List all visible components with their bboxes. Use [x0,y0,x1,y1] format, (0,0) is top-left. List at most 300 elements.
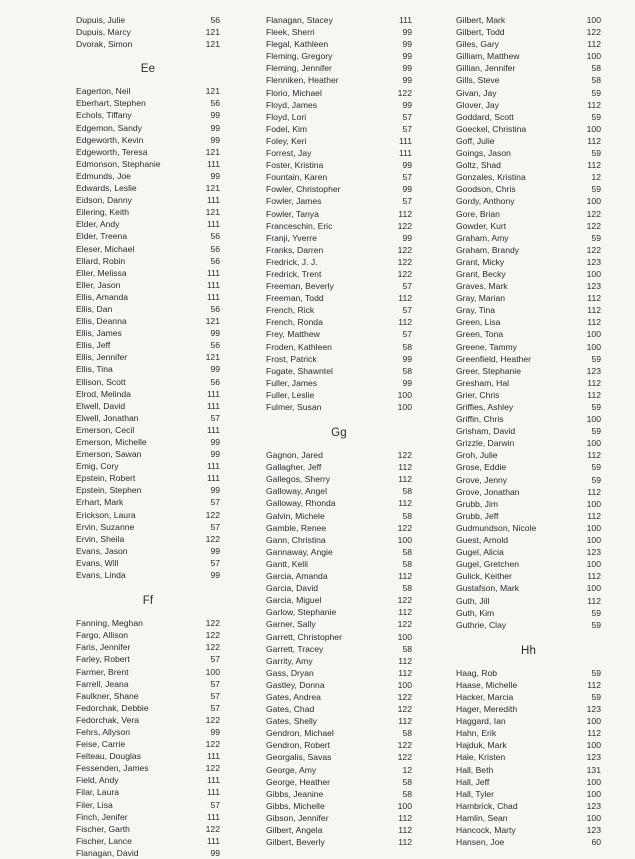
index-entry [456,764,601,776]
index-entry [76,569,220,581]
entry-page-number: 112 [587,377,601,388]
index-entry [456,304,601,316]
entry-page-number: 123 [586,752,601,763]
index-entry [266,643,412,655]
index-entry [456,99,601,111]
entry-page-number: 58 [402,365,412,376]
entry-name: Feise, Carrie [76,739,126,750]
index-entry [456,135,601,147]
entry-page-number: 122 [205,714,220,725]
entry-name: Grose, Eddie [456,462,507,473]
entry-page-number: 121 [205,207,220,218]
entry-name: Evans, Linda [76,570,126,581]
index-entry [76,206,220,218]
index-entry [266,256,412,268]
index-entry [456,667,601,679]
index-entry [266,74,412,86]
index-entry [266,534,412,546]
index-entry [266,510,412,522]
entry-page-number: 112 [398,293,412,304]
entry-name: Hall, Beth [456,764,494,775]
entry-name: Gamble, Renee [266,522,327,533]
entry-page-number: 100 [586,268,601,279]
index-entry [266,280,412,292]
entry-name: Gibbs, Michelle [266,800,325,811]
entry-name: Garrett, Christopher [266,631,342,642]
entry-name: Ervin, Sheila [76,533,125,544]
entry-name: Hancock, Marty [456,825,516,835]
entry-page-number: 100 [586,123,601,134]
entry-name: Eagerton, Neil [76,86,131,97]
entry-page-number: 99 [210,449,220,460]
entry-page-number: 57 [402,172,412,183]
entry-name: Ellis, Deanna [76,316,127,327]
entry-page-number: 122 [205,509,220,520]
entry-name: Greenfield, Heather [456,353,531,364]
entry-page-number: 121 [205,316,220,327]
index-entry [456,546,601,558]
entry-page-number: 111 [206,267,220,278]
entry-name: Groh, Julie [456,450,498,461]
index-entry [266,485,412,497]
entry-name: Guth, Jill [456,595,490,606]
entry-name: French, Ronda [266,317,323,328]
index-entry [456,365,601,377]
entry-page-number: 111 [206,279,220,290]
entry-page-number: 122 [205,763,220,774]
entry-name: Guthrie, Clay [456,619,507,630]
entry-name: Green, Tona [456,329,504,340]
index-entry [76,533,220,545]
index-entry [76,400,220,412]
entry-page-number: 111 [398,15,412,25]
index-entry [456,776,601,788]
entry-name: Frey, Matthew [266,329,320,340]
entry-name: Gray, Marian [456,293,506,304]
entry-page-number: 112 [587,99,601,110]
index-entry [76,363,220,375]
entry-page-number: 58 [402,546,412,557]
entry-page-number: 112 [587,160,601,171]
entry-name: Gibson, Jennifer [266,812,329,823]
index-entry [456,800,601,812]
index-entry [76,714,220,726]
entry-name: Edgemon, Sandy [76,122,142,133]
index-entry [266,824,412,836]
entry-name: Gugel, Alicia [456,547,504,558]
entry-name: Freeman, Todd [266,293,324,304]
entry-name: Griffin, Chris [456,414,504,425]
entry-page-number: 99 [402,160,412,171]
entry-page-number: 56 [210,255,220,266]
entry-name: Goodson, Chris [456,184,516,195]
entry-name: Dupuis, Julie [76,15,126,25]
entry-name: Hale, Kristen [456,752,506,763]
entry-name: Guth, Kim [456,607,495,618]
index-entry [266,691,412,703]
entry-name: Freeman, Beverly [266,281,334,292]
index-entry [76,303,220,315]
index-entry [456,87,601,99]
entry-page-number: 100 [397,679,412,690]
entry-name: Elder, Treena [76,231,128,242]
entry-page-number: 57 [402,329,412,340]
entry-name: Gonzales, Kristina [456,172,526,183]
entry-name: Floyd, James [266,99,318,110]
index-entry [266,667,412,679]
entry-name: Fuller, James [266,377,318,388]
entry-page-number: 112 [398,462,412,473]
entry-page-number: 59 [591,148,601,159]
entry-name: Greer, Stephanie [456,365,521,376]
entry-name: Grant, Micky [456,256,505,267]
index-entry [266,147,412,159]
entry-name: Gudmundson, Nicole [456,522,537,533]
entry-name: Ervin, Suzanne [76,521,135,532]
entry-name: Gates, Andrea [266,691,321,702]
entry-name: Gills, Steve [456,75,500,86]
entry-page-number: 112 [587,39,601,50]
index-entry [266,631,412,643]
entry-page-number: 100 [586,196,601,207]
entry-page-number: 99 [402,232,412,243]
index-entry [76,26,220,38]
entry-page-number: 111 [206,835,220,846]
entry-page-number: 112 [587,135,601,146]
entry-name: Hambrick, Chad [456,800,518,811]
entry-name: Fowler, Christopher [266,184,341,195]
index-entry [76,786,220,798]
index-entry [456,595,601,607]
entry-name: Gallegos, Sherry [266,474,331,485]
index-entry [266,473,412,485]
entry-page-number: 59 [591,474,601,485]
entry-page-number: 122 [586,244,601,255]
entry-name: Frost, Patrick [266,353,317,364]
entry-page-number: 122 [397,268,412,279]
entry-page-number: 123 [586,365,601,376]
index-entry [456,824,601,836]
entry-name: Floyd, Lori [266,111,307,122]
entry-page-number: 56 [210,376,220,387]
entry-name: Elrod, Melinda [76,388,131,399]
entry-page-number: 56 [210,243,220,254]
entry-page-number: 58 [402,558,412,569]
index-entry [456,582,601,594]
entry-page-number: 122 [397,740,412,751]
entry-page-number: 123 [586,281,601,292]
entry-name: Goff, Julie [456,135,495,146]
entry-name: Ellis, Tina [76,364,113,375]
entry-name: Epstein, Stephen [76,485,142,496]
index-entry [266,800,412,812]
index-entry [76,557,220,569]
entry-name: Forrest, Jay [266,148,312,159]
index-entry [266,159,412,171]
entry-name: Gore, Brian [456,208,500,219]
entry-page-number: 122 [397,450,412,461]
index-entry [266,208,412,220]
index-entry [456,607,601,619]
entry-page-number: 122 [397,595,412,606]
entry-name: Farmer, Brent [76,666,129,677]
entry-name: Goddard, Scott [456,111,514,122]
entry-name: Fleming, Jennifer [266,63,332,74]
index-entry [266,328,412,340]
entry-page-number: 59 [591,184,601,195]
entry-page-number: 57 [210,654,220,665]
index-entry [266,655,412,667]
index-entry [76,327,220,339]
entry-name: Filer, Lisa [76,799,113,810]
entry-name: Emerson, Sawan [76,449,142,460]
entry-page-number: 100 [586,15,601,25]
index-entry [456,461,601,473]
entry-name: Gass, Dryan [266,667,314,678]
entry-page-number: 99 [402,75,412,86]
index-entry [76,122,220,134]
entry-name: George, Amy [266,764,317,775]
entry-name: Eller, Jason [76,279,121,290]
index-entry [76,351,220,363]
entry-page-number: 99 [402,51,412,62]
entry-name: Gilbert, Todd [456,27,505,38]
entry-name: Gilbert, Beverly [266,837,325,848]
entry-name: Emig, Cory [76,461,119,472]
entry-name: Gann, Christina [266,534,326,545]
entry-page-number: 100 [397,534,412,545]
entry-page-number: 100 [586,776,601,787]
index-entry [76,182,220,194]
entry-page-number: 122 [586,208,601,219]
index-entry [456,328,601,340]
index-entry [266,232,412,244]
index-entry [76,448,220,460]
entry-page-number: 59 [591,607,601,618]
index-entry [456,691,601,703]
index-entry [456,268,601,280]
entry-page-number: 122 [205,533,220,544]
index-entry [456,220,601,232]
entry-page-number: 57 [402,111,412,122]
entry-page-number: 112 [398,607,412,618]
entry-name: Flegal, Kathleen [266,39,329,50]
entry-page-number: 121 [205,39,220,50]
entry-name: Gowder, Kurt [456,220,507,231]
entry-page-number: 112 [398,208,412,219]
entry-page-number: 112 [587,305,601,316]
entry-page-number: 99 [210,847,220,858]
index-entry [266,50,412,62]
index-entry [456,195,601,207]
entry-page-number: 121 [205,86,220,97]
entry-page-number: 123 [586,800,601,811]
entry-name: Goltz, Shad [456,160,501,171]
index-entry [266,171,412,183]
entry-name: Gendron, Robert [266,740,331,751]
entry-name: Gugel, Gretchen [456,559,520,570]
index-entry [456,437,601,449]
index-entry [76,243,220,255]
entry-name: Edmonson, Stephanie [76,158,161,169]
entry-page-number: 122 [397,619,412,630]
entry-name: Eller, Melissa [76,267,127,278]
index-entry [456,727,601,739]
entry-page-number: 57 [210,521,220,532]
entry-name: Haag, Rob [456,667,498,678]
entry-name: Givan, Jay [456,87,497,98]
index-entry [76,762,220,774]
entry-page-number: 57 [210,412,220,423]
entry-name: Fowler, Tanya [266,208,319,219]
entry-page-number: 123 [586,704,601,715]
entry-name: Fulmer, Susan [266,402,322,412]
entry-page-number: 56 [210,98,220,109]
entry-name: Eleser, Michael [76,243,135,254]
entry-name: Goeckel, Christina [456,123,527,134]
entry-page-number: 111 [206,751,220,762]
index-entry [266,679,412,691]
entry-name: Fredrick, J. J. [266,256,318,267]
entry-name: Flenniken, Heather [266,75,339,86]
entry-page-number: 58 [402,583,412,594]
entry-page-number: 56 [210,15,220,25]
index-entry [266,341,412,353]
index-entry [76,146,220,158]
index-entry [456,123,601,135]
entry-name: Fredrick, Trent [266,268,322,279]
entry-page-number: 99 [402,63,412,74]
entry-page-number: 99 [210,110,220,121]
entry-name: Galloway, Rhonda [266,498,336,509]
entry-name: Fountain, Karen [266,172,328,183]
index-entry [76,158,220,170]
entry-page-number: 111 [206,811,220,822]
index-entry [456,389,601,401]
entry-page-number: 57 [210,678,220,689]
entry-name: Gannaway, Angie [266,546,333,557]
index-entry [456,498,601,510]
entry-page-number: 122 [397,752,412,763]
entry-name: Epstein, Robert [76,473,136,484]
entry-name: Ellis, Dan [76,303,113,314]
index-entry [266,739,412,751]
index-entry [456,449,601,461]
entry-page-number: 122 [397,87,412,98]
entry-page-number: 112 [587,293,601,304]
index-entry [266,546,412,558]
entry-name: Eilering, Keith [76,207,130,218]
entry-page-number: 121 [205,352,220,363]
entry-name: Felteau, Douglas [76,751,141,762]
index-entry [456,316,601,328]
entry-page-number: 99 [210,122,220,133]
entry-name: Garcia, Amanda [266,571,328,582]
index-entry [456,147,601,159]
entry-page-number: 112 [398,812,412,823]
entry-name: Dupuis, Marcy [76,27,131,38]
index-entry [76,460,220,472]
entry-page-number: 57 [210,557,220,568]
index-entry [266,183,412,195]
entry-name: Gilbert, Angela [266,825,323,835]
index-entry [76,412,220,424]
entry-page-number: 111 [206,461,220,472]
entry-name: Hahn, Erik [456,728,497,739]
index-entry [266,618,412,630]
entry-name: Farrell, Jeana [76,678,129,689]
entry-name: Gillian, Jennifer [456,63,516,74]
index-entry [456,522,601,534]
index-entry [76,339,220,351]
entry-page-number: 100 [586,522,601,533]
entry-page-number: 99 [210,134,220,145]
entry-name: Edgeworth, Teresa [76,146,148,157]
index-entry [266,304,412,316]
entry-page-number: 111 [398,135,412,146]
entry-name: Grisham, David [456,426,516,437]
entry-name: Fleming, Gregory [266,51,333,62]
entry-page-number: 112 [587,571,601,582]
entry-name: Flanagan, David [76,847,139,858]
index-entry [76,315,220,327]
index-entry [266,268,412,280]
entry-page-number: 58 [591,75,601,86]
entry-name: Hajduk, Mark [456,740,507,751]
entry-page-number: 56 [210,303,220,314]
entry-name: Grier, Chris [456,389,500,400]
entry-page-number: 122 [397,244,412,255]
entry-name: Grove, Jonathan [456,486,520,497]
entry-page-number: 112 [587,450,601,461]
entry-page-number: 100 [397,800,412,811]
entry-page-number: 100 [397,631,412,642]
entry-page-number: 112 [587,486,601,497]
index-entry [76,521,220,533]
index-entry [76,496,220,508]
entry-name: Florio, Michael [266,87,322,98]
index-entry [76,690,220,702]
index-entry [266,461,412,473]
entry-page-number: 111 [206,388,220,399]
entry-name: Fowler, James [266,196,322,207]
index-entry [456,38,601,50]
entry-name: Erhart, Mark [76,497,124,508]
index-entry [76,666,220,678]
index-entry [266,87,412,99]
entry-name: Hamlin, Sean [456,812,508,823]
entry-page-number: 112 [587,595,601,606]
index-entry [266,389,412,401]
index-entry [266,353,412,365]
entry-name: Greene, Tammy [456,341,517,352]
index-entry [456,256,601,268]
index-entry [456,232,601,244]
entry-page-number: 112 [398,655,412,666]
entry-name: Ellis, Amanda [76,291,129,302]
index-entry [76,170,220,182]
index-entry [266,401,412,413]
entry-page-number: 122 [586,27,601,38]
entry-name: Haggard, Ian [456,716,506,727]
index-entry [456,244,601,256]
entry-page-number: 99 [210,170,220,181]
entry-name: Graves, Mark [456,281,508,292]
entry-page-number: 58 [402,728,412,739]
index-entry [76,545,220,557]
entry-name: Echols, Tiffany [76,110,132,121]
index-entry [456,715,601,727]
